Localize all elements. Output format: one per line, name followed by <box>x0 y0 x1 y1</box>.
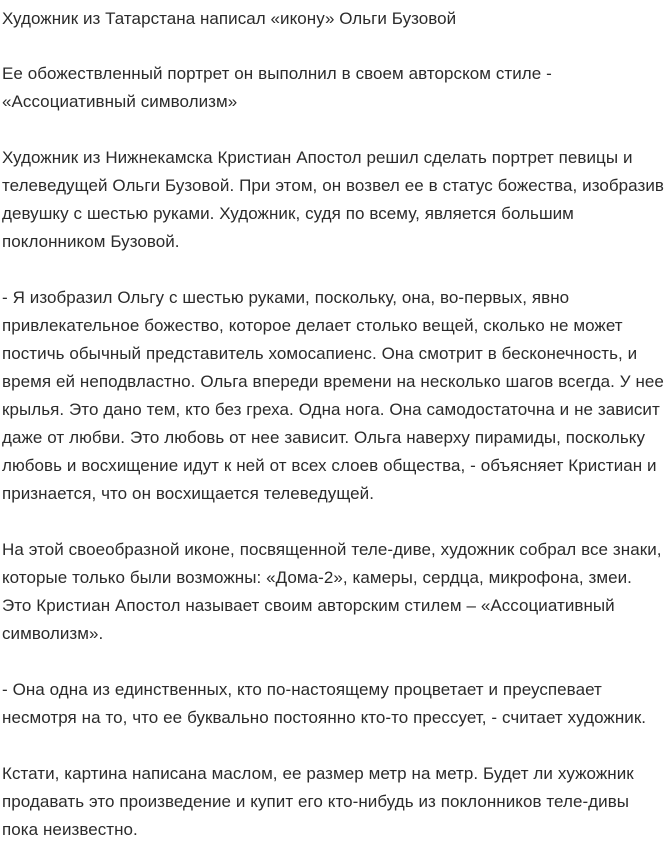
article-paragraph: - Она одна из единственных, кто по-настоящему процветает и преуспевает несмотря на то, что ее буквально постоянно кто-то прессует, - считает художник. <box>2 680 647 727</box>
article-body <box>0 60 670 844</box>
article-paragraph: - Я изобразил Ольгу с шестью руками, поскольку, она, во-первых, явно привлекательное божество, которое делает столько вещей, сколько не может постичь обычный представитель хомосапиенс. Она смотрит в бесконечность, и время ей неподвластно. Ольга впереди времени на несколько шагов всегда. У нее крылья. Это дано тем, кто без греха. Одна нога. Она самодостаточна и не зависит даже от любви. Это любовь от нее зависит. Ольга наверху пирамиды, поскольку любовь и восхищение идут к ней от всех слоев общества, - объясняет Кристиан и признается, что он восхищается телеведущей. <box>2 288 664 503</box>
article-paragraph: Кстати, картина написана маслом, ее размер метр на метр. Будет ли хужожник продавать это произведение и купит его кто-нибудь из поклонников теле-дивы пока неизвестно. <box>2 764 634 839</box>
article-paragraph: На этой своеобразной иконе, посвященной теле-диве, художник собрал все знаки, которые только были возможны: «Дома-2», камеры, сердца, микрофона, змеи. Это Кристиан Апостол называет своим авторским стилем – «Ассоциативный символизм». <box>2 540 662 643</box>
article-title: Художник из Татарстана написал «икону» Ольги Бузовой <box>2 9 457 28</box>
article-subtitle: Ее обожествленный портрет он выполнил в своем авторском стиле - «Ассоциативный символизм» <box>2 64 552 111</box>
article-paragraph: Художник из Нижнекамска Кристиан Апостол решил сделать портрет певицы и телеведущей Ольги Бузовой. При этом, он возвел ее в статус божества, изобразив девушку с шестью руками. Художник, судя по всему, является большим поклонником Бузовой. <box>2 148 664 251</box>
